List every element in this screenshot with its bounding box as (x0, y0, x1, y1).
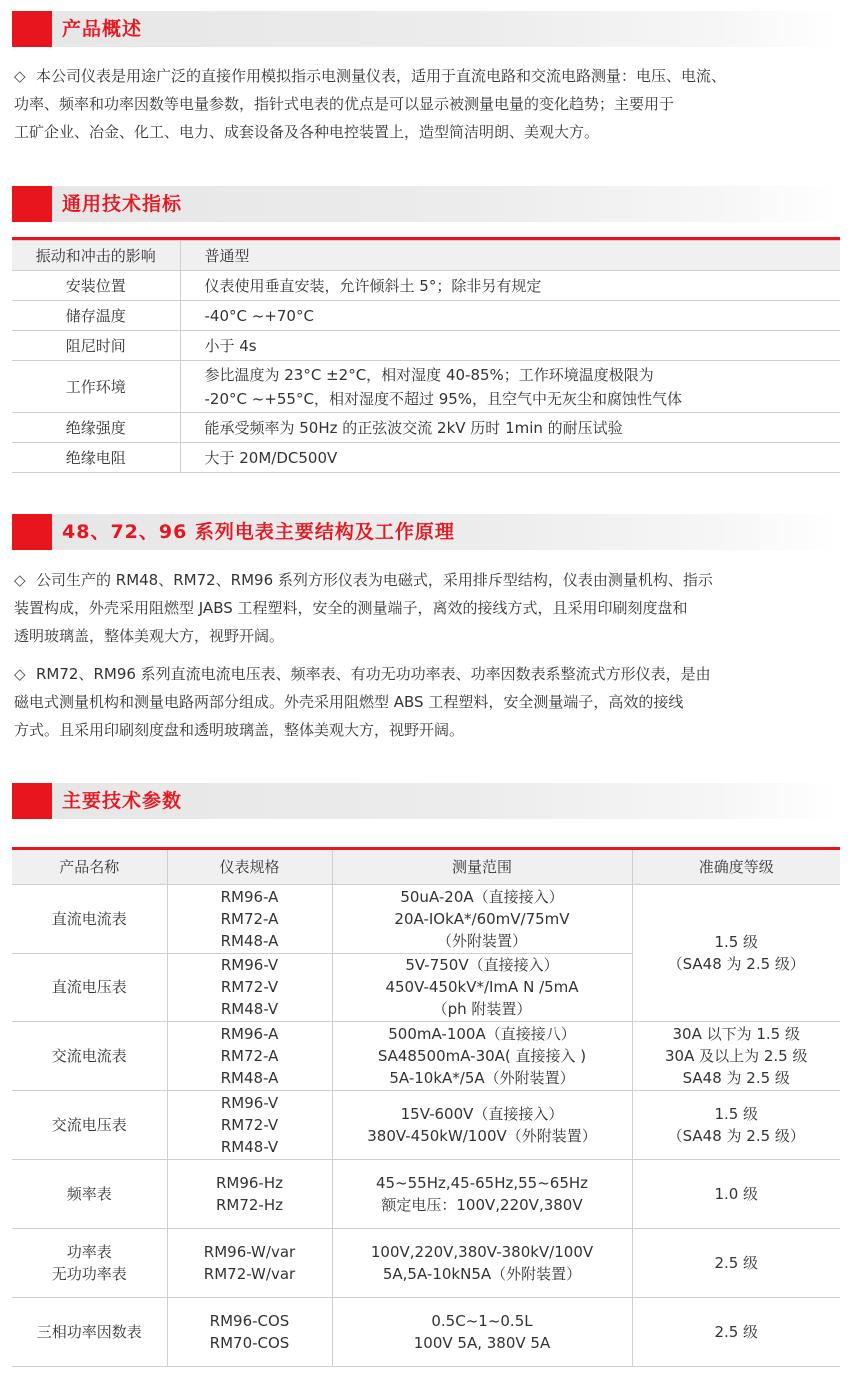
paragraph-line: 装置构成，外壳采用阻燃型 JABS 工程塑料，安全的测量端子，离效的接线方式，且采用印刷刻度盘和 (14, 599, 688, 617)
paragraph-line: 功率、频率和功率因数等电量参数，指针式电表的优点是可以显示被测量电量的变化趋势；主要用于 (14, 95, 675, 113)
product-name-line: 无功功率表 (51, 1264, 127, 1283)
accuracy-cell (632, 1159, 840, 1228)
range-line: 15V-600V（直接接入） (400, 1104, 564, 1123)
model-line: RM48-V (220, 1000, 279, 1018)
accuracy-line: （SA48 为 2.5 级） (667, 1126, 805, 1145)
section-header-main-params (12, 783, 840, 819)
diamond-outline-icon: ◇ (14, 571, 26, 589)
spec-label: 储存温度 (12, 301, 180, 331)
spec-value: 仪表使用垂直安装，允许倾斜土 5°；除非另有规定 (180, 271, 840, 301)
table-row (12, 1090, 840, 1159)
table-row (12, 331, 840, 361)
table-header-row (12, 850, 840, 884)
table-row (12, 361, 840, 413)
model-cell (167, 1021, 332, 1090)
model-line: RM72-Hz (215, 1195, 284, 1214)
model-cell (167, 1090, 332, 1159)
column-header: 仪表规格 (167, 850, 332, 884)
red-marker (12, 514, 52, 550)
accuracy-cell (632, 1297, 840, 1366)
accuracy-cell (632, 1090, 840, 1159)
column-header: 产品名称 (12, 850, 167, 884)
range-line: SA48500mA-30A( 直接接入 ) (377, 1046, 587, 1065)
red-marker (12, 11, 52, 47)
range-cell (332, 1228, 632, 1297)
product-name-line: 直流电流表 (51, 909, 127, 928)
product-name (12, 1228, 167, 1297)
spec-value-line: -20°C ~+55°C，相对湿度不超过 95%，且空气中无灰尘和腐蚀性气体 (204, 389, 683, 408)
product-name (12, 1159, 167, 1228)
spec-value: 大于 20M/DC500V (180, 443, 840, 473)
model-line: RM48-A (220, 931, 279, 950)
spec-value: 能承受频率为 50Hz 的正弦波交流 2kV 历时 1min 的耐压试验 (180, 413, 840, 443)
red-marker (12, 783, 52, 819)
accuracy-line: 1.0 级 (714, 1184, 759, 1203)
table-row (12, 1228, 840, 1297)
section-title-structure: 48、72、96 系列电表主要结构及工作原理 (62, 521, 455, 543)
table-row (12, 271, 840, 301)
model-cell (167, 953, 332, 1021)
model-line: RM48-A (220, 1068, 279, 1087)
range-cell (332, 1090, 632, 1159)
range-line: 100V 5A, 380V 5A (413, 1333, 551, 1352)
diamond-outline-icon: ◇ (14, 67, 26, 85)
range-line: 450V-450kV*/ImA N /5mA (385, 978, 579, 996)
spec-value: -40°C ~+70°C (180, 301, 840, 331)
spec-label: 工作环境 (12, 361, 180, 413)
model-line: RM72-V (220, 978, 279, 996)
table-row (12, 443, 840, 473)
table-row (12, 241, 840, 271)
model-line: RM72-A (220, 1046, 279, 1065)
paragraph-line: RM72、RM96 系列直流电流电压表、频率表、有功无功功率表、功率因数表系整流式方形仪表，是由 (36, 665, 711, 683)
product-name-line: 交流电压表 (51, 1115, 127, 1134)
model-cell (167, 1297, 332, 1366)
section-title-general-specs: 通用技术指标 (62, 193, 183, 215)
model-line: RM72-W/var (203, 1264, 296, 1283)
spec-value: 小于 4s (180, 331, 840, 361)
model-line: RM70-COS (209, 1333, 290, 1352)
product-name (12, 1090, 167, 1159)
model-line: RM96-A (220, 887, 279, 906)
model-line: RM72-A (220, 909, 279, 928)
paragraph-line: 本公司仪表是用途广泛的直接作用模拟指示电测量仪表，适用于直流电路和交流电路测量：电压、电流、 (36, 67, 727, 85)
model-line: RM96-W/var (203, 1242, 296, 1261)
structure-paragraph-2 (14, 660, 840, 744)
range-line: 380V-450kW/100V（外附装置） (367, 1126, 597, 1145)
product-name-line: 直流电压表 (51, 978, 127, 996)
model-line: RM96-V (220, 956, 279, 974)
range-line: 5A,5A-10kN5A（外附装置） (382, 1264, 582, 1283)
column-header: 准确度等级 (632, 850, 840, 884)
paragraph-line: 公司生产的 RM48、RM72、RM96 系列方形仪表为电磁式，采用排斥型结构，仪表由测量机构、指示 (36, 571, 713, 589)
structure-paragraph-1 (14, 566, 840, 650)
model-cell (167, 1159, 332, 1228)
accuracy-line: 30A 及以上为 2.5 级 (664, 1046, 808, 1065)
product-name-line: 交流电流表 (51, 1046, 127, 1065)
table-row (12, 1159, 840, 1228)
model-line: RM72-V (220, 1115, 279, 1134)
range-line: （ph 附装置） (432, 1000, 532, 1018)
range-line: 100V,220V,380V-380kV/100V (370, 1242, 594, 1261)
section-title-overview: 产品概述 (62, 18, 143, 40)
overview-paragraph (14, 62, 840, 146)
general-specs-table (12, 240, 840, 473)
range-line: 0.5C~1~0.5L (431, 1311, 533, 1330)
spec-label: 绝缘强度 (12, 413, 180, 443)
spec-label: 安装位置 (12, 271, 180, 301)
product-name (12, 1297, 167, 1366)
spec-label: 振动和冲击的影响 (12, 241, 180, 271)
range-line: 45~55Hz,45-65Hz,55~65Hz (375, 1173, 589, 1192)
paragraph-line: 工矿企业、冶金、化工、电力、成套设备及各种电控装置上，造型简洁明朗、美观大方。 (14, 123, 600, 141)
range-line: 20A-IOkA*/60mV/75mV (394, 909, 570, 928)
model-line: RM96-Hz (215, 1173, 284, 1192)
table-row (12, 884, 840, 953)
table-row (12, 1297, 840, 1366)
product-name-line: 三相功率因数表 (36, 1322, 142, 1341)
model-line: RM48-V (220, 1137, 279, 1156)
range-line: 额定电压：100V,220V,380V (381, 1195, 583, 1214)
accuracy-line: 1.5 级 (714, 1104, 759, 1123)
section-header-overview (12, 11, 840, 47)
paragraph-line: 方式。且采用印刷刻度盘和透明玻璃盖，整体美观大方，视野开阔。 (14, 721, 465, 739)
accuracy-line: （SA48 为 2.5 级） (667, 954, 805, 973)
range-cell (332, 1297, 632, 1366)
model-cell (167, 884, 332, 953)
model-line: RM96-A (220, 1024, 279, 1043)
product-name-line: 功率表 (66, 1242, 112, 1261)
accuracy-line: SA48 为 2.5 级 (682, 1068, 790, 1087)
model-line: RM96-V (220, 1093, 279, 1112)
model-cell (167, 1228, 332, 1297)
product-name (12, 953, 167, 1021)
spec-label: 阻尼时间 (12, 331, 180, 361)
accuracy-line: 1.5 级 (714, 932, 759, 951)
range-cell (332, 1021, 632, 1090)
table-row (12, 413, 840, 443)
red-marker (12, 186, 52, 222)
range-line: 5A-10kA*/5A（外附装置） (389, 1068, 575, 1087)
accuracy-line: 2.5 级 (714, 1253, 759, 1272)
paragraph-line: 透明玻璃盖，整体美观大方，视野开阔。 (14, 627, 285, 645)
table-row (12, 301, 840, 331)
range-line: （外附装置） (436, 931, 527, 950)
accuracy-line: 30A 以下为 1.5 级 (672, 1024, 800, 1043)
accuracy-cell (632, 884, 840, 1021)
range-cell (332, 884, 632, 953)
section-header-general-specs (12, 186, 840, 222)
accuracy-cell (632, 1228, 840, 1297)
spec-value: 普通型 (180, 241, 840, 271)
table-row (12, 1021, 840, 1090)
spec-label: 绝缘电阻 (12, 443, 180, 473)
product-name-line: 频率表 (66, 1184, 112, 1203)
range-cell (332, 1159, 632, 1228)
section-title-main-params: 主要技术参数 (62, 790, 183, 812)
diamond-outline-icon: ◇ (14, 665, 26, 683)
range-line: 50uA-20A（直接接入） (400, 887, 564, 906)
range-cell (332, 953, 632, 1021)
model-line: RM96-COS (209, 1311, 290, 1330)
spec-value-line: 参比温度为 23°C ±2°C，相对湿度 40-85%；工作环境温度极限为 (204, 365, 654, 384)
range-line: 5V-750V（直接接入） (405, 956, 559, 974)
product-name (12, 1021, 167, 1090)
spec-value (180, 361, 840, 413)
paragraph-line: 磁电式测量机构和测量电路两部分组成。外壳采用阻燃型 ABS 工程塑料，安全测量端子，高效的接线 (14, 693, 684, 711)
accuracy-line: 2.5 级 (714, 1322, 759, 1341)
accuracy-cell (632, 1021, 840, 1090)
main-params-table (12, 850, 840, 1367)
section-header-structure (12, 514, 840, 550)
range-line: 500mA-100A（直接接八） (388, 1024, 576, 1043)
product-name (12, 884, 167, 953)
column-header: 测量范围 (332, 850, 632, 884)
